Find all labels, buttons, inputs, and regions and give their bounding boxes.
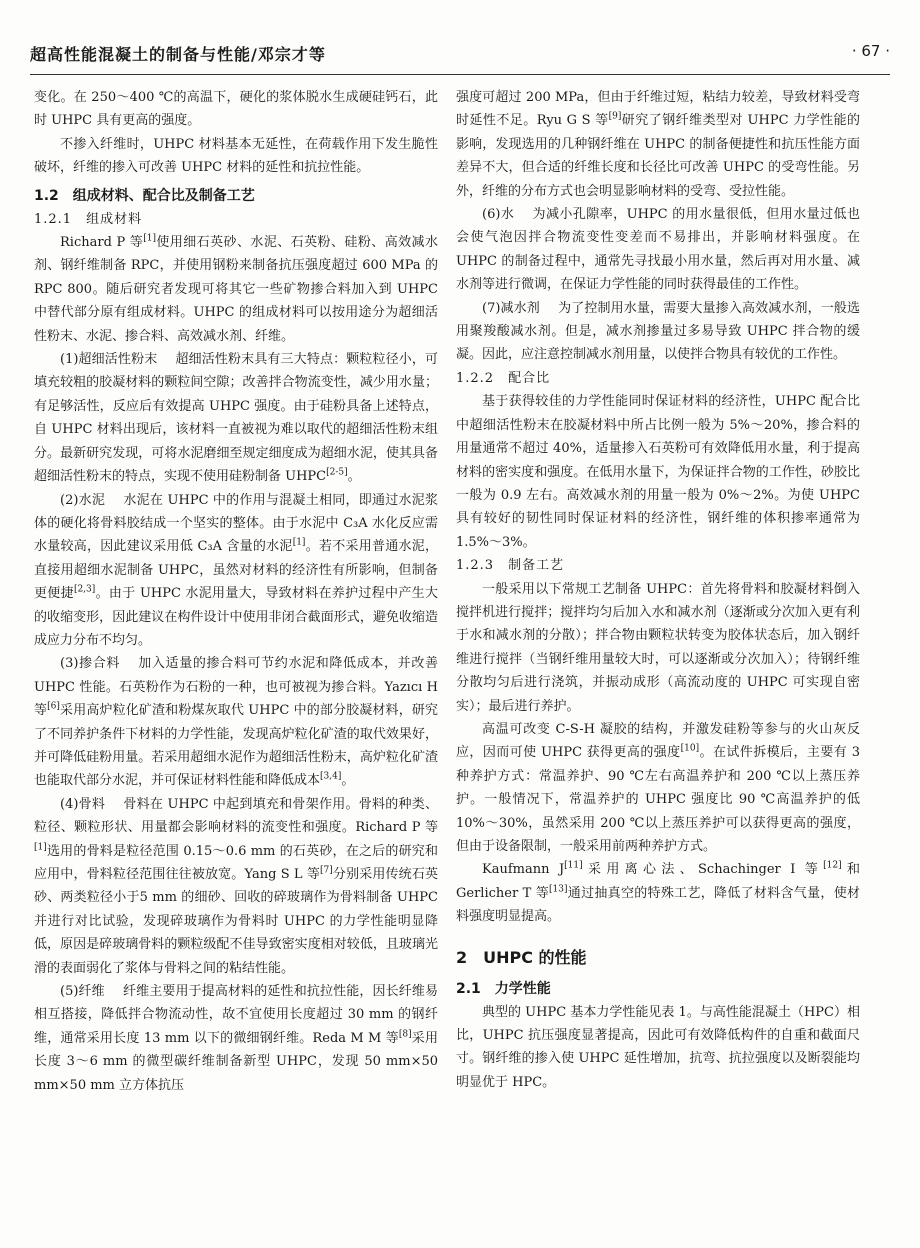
section-heading-2-1: 2.1 力学性能 [456, 980, 551, 997]
header-rule [30, 74, 890, 75]
running-title: 超高性能混凝土的制备与性能/邓宗才等 [30, 45, 326, 64]
item-label: (7)减水剂 [482, 300, 540, 316]
paragraph: 一般采用以下常规工艺制备 UHPC：首先将骨料和胶凝材料倒入搅拌机进行搅拌；搅拌均匀后加入水和减水剂（逐渐或分次加入更有利于水和减水剂的分散）；拌合物由颗粒状转变为胶体状态后，加入钢纤维进行搅拌（当钢纤维用量较大时，可以逐渐或分次加入）；待钢纤维分散均匀后进行浇筑，并振动成形（高流动度的 UHPC 可实现自密实）；最后进行养护。 [456, 581, 860, 714]
citation: [2-5] [326, 467, 348, 478]
item-label: (6)水 [482, 207, 515, 223]
citation: [10] [680, 744, 700, 755]
paragraph: (6)水 为减小孔隙率，UHPC 的用水量很低，但用水量过低也会使气泡因拌合物流变性变差而不易排出，并影响材料强度。在 UHPC 的制备过程中，通常先寻找最小用水量，然后再对用水量、减水剂等进行微调，在保证力学性能的同时获得最佳的工作性。 [456, 207, 860, 293]
left-column [34, 86, 438, 1097]
item-label: (3)掺合料 [60, 656, 121, 672]
citation: [1] [292, 537, 306, 548]
right-column [456, 86, 860, 1094]
paragraph: 基于获得较佳的力学性能同时保证材料的经济性，UHPC 配合比中超细活性粉末在胶凝材料中所占比例一般为 5%～20%，掺合料的用量通常不超过 40%，适量掺入石英粉可有效降低用水量，利于提高材料的密实度和强度。在低用水量下，为保证拌合物的工作性，砂胶比一般为 0.9 左右。高效减水剂的用量一般为 0%～2%。为使 UHPC 具有较好的韧性同时保证材料的经济性，钢纤维的体积掺率通常为 1.5%～3%。 [456, 394, 860, 550]
paragraph: (5)纤维 纤维主要用于提高材料的延性和抗拉性能，因长纤维易相互搭接，降低拌合物流动性，故不宜使用长度超过 30 mm 的钢纤维，通常采用长度 13 mm 以下的微细钢纤维。Reda M M 等[8]采用长度 3～6 mm 的微型碳纤维制备新型 UHPC，发现 50 mm×50 mm×50 mm 立方体抗压 [34, 984, 438, 1093]
citation: [13] [549, 884, 568, 895]
item-label: (4)骨料 [60, 796, 106, 812]
citation: [2,3] [73, 584, 96, 595]
paragraph: (2)水泥 水泥在 UHPC 中的作用与混凝土相同，即通过水泥浆体的硬化将骨料胶结成一个坚实的整体。由于水泥中 C₃A 水化反应需水量较高，因此建议采用低 C₃A 含量的水泥[1]。若不采用普通水泥，直接用超细水泥制备 UHPC，虽然对材料的经济性有所影响，但制备更便捷[2,3]。由于 UHPC 水泥用量大，导致材料在养护过程中产生大的收缩变形，因此建议在构件设计中使用非闭合截面形式，避免收缩造成应力分布不均匀。 [34, 492, 438, 648]
page-header [30, 42, 890, 72]
citation: [1] [143, 233, 156, 244]
section-heading-2: 2 UHPC 的性能 [456, 947, 587, 967]
paragraph: 典型的 UHPC 基本力学性能见表 1。与高性能混凝土（HPC）相比，UHPC 抗压强度显著提高，因此可有效降低构件的自重和截面尺寸。钢纤维的掺入使 UHPC 延性增加，抗弯、抗拉强度以及断裂能均明显优于 HPC。 [456, 1004, 860, 1090]
subsection-heading-1-2-3: 1.2.3 制备工艺 [456, 558, 565, 574]
item-label: (2)水泥 [60, 492, 106, 508]
paragraph: Richard P 等[1]使用细石英砂、水泥、石英粉、硅粉、高效减水剂、钢纤维制备 RPC，并使用钢粉来制备抗压强度超过 600 MPa 的 RPC 800。随后研究者发现可将其它一些矿物掺合料加入到 UHPC 中替代部分原有组成材料。UHPC 的组成材料可以按用途分为超细活性粉末、水泥、掺合料、高效减水剂、纤维。 [34, 233, 438, 344]
citation: [8] [398, 1029, 412, 1040]
paragraph: (1)超细活性粉末 超细活性粉末具有三大特点：颗粒粒径小，可填充较粗的胶凝材料的颗粒间空隙；改善拌合物流变性，减少用水量；有足够活性，反应后有效提高 UHPC 强度。由于硅粉具备上述特点，自 UHPC 材料出现后，该材料一直被视为难以取代的超细活性粉末组分。最新研究发现，可将水泥磨细至规定细度成为超细水泥，使其具备超细活性粉末的特点，实现不使用硅粉制备 UHPC[2-5]。 [34, 352, 438, 485]
citation: [12] [823, 861, 842, 872]
item-label: (5)纤维 [60, 984, 105, 1000]
paragraph: 变化。在 250～400 ℃的高温下，硬化的浆体脱水生成硬硅钙石，此时 UHPC 具有更高的强度。 [34, 90, 438, 129]
item-label: (1)超细活性粉末 [60, 352, 158, 368]
paragraph: 强度可超过 200 MPa，但由于纤维过短，粘结力较差，导致材料受弯时延性不足。Ryu G S 等[9]研究了钢纤维类型对 UHPC 力学性能的影响，发现选用的几种钢纤维在 UHPC 的制备便捷性和抗压性能方面差异不大，但合适的纤维长度和长径比可改善 UHPC 的受弯性能。另外，纤维的分布方式也会明显影响材料的受弯、受拉性能。 [456, 90, 860, 199]
paragraph: (4)骨料 骨料在 UHPC 中起到填充和骨架作用。骨料的种类、粒径、颗粒形状、用量都会影响材料的流变性和强度。Richard P 等[1]选用的骨料是粒径范围 0.15～0.6 mm 的石英砂，在之后的研究和应用中，骨料粒径范围往往被放宽。Yang S L 等[7]分别采用传统石英砂、两类粒径小于5 mm 的细砂、回收的碎玻璃作为骨料制备 UHPC 并进行对比试验，发现碎玻璃作为骨料时 UHPC 的力学性能明显降低，原因是碎玻璃骨料的颗粒级配不佳导致密实度相对较低，且玻璃光滑的表面弱化了浆体与骨料之间的粘结性能。 [34, 796, 438, 976]
paragraph: 高温可改变 C-S-H 凝胶的结构，并激发硅粉等参与的火山灰反应，因而可使 UHPC 获得更高的强度[10]。在试件拆模后，主要有 3 种养护方式：常温养护、90 ℃左右高温养护和 200 ℃以上蒸压养护。一般情况下，常温养护的 UHPC 强度比 90 ℃高温养护的低 10%～30%，虽然采用 200 ℃以上蒸压养护可以获得更高的强度，但由于设备限制，一般采用前两种养护方式。 [456, 721, 860, 854]
citation: [6] [47, 701, 60, 712]
paragraph: 不掺入纤维时，UHPC 材料基本无延性，在荷载作用下发生脆性破坏，纤维的掺入可改善 UHPC 材料的延性和抗拉性能。 [34, 136, 438, 176]
paragraph: (3)掺合料 加入适量的掺合料可节约水泥和降低成本，并改善 UHPC 性能。石英粉作为石粉的一种，也可被视为掺合料。Yazıcı H 等[6]采用高炉粒化矿渣和粉煤灰取代 UHPC 中的部分胶凝材料，研究了不同养护条件下材料的力学性能，发现高炉粒化矿渣的取代效果好，并可降低硅粉用量。若采用超细水泥作为超细活性粉末，高炉粒化矿渣也能取代部分水泥，并可保证材料性能和降低成本[3,4]。 [34, 656, 438, 789]
citation: [11] [564, 861, 583, 872]
subsection-heading-1-2-1: 1.2.1 组成材料 [34, 211, 143, 227]
citation: [3,4] [320, 772, 342, 783]
citation: [1] [34, 842, 47, 853]
citation: [7] [320, 865, 333, 876]
paragraph: (7)减水剂 为了控制用水量，需要大量掺入高效减水剂，一般选用聚羧酸减水剂。但是，减水剂掺量过多易导致 UHPC 拌合物的缓凝。因此，应注意控制减水剂用量，以使拌合物具有较优的工作性。 [456, 300, 860, 363]
citation: [9] [608, 112, 622, 123]
section-heading-1-2: 1.2 组成材料、配合比及制备工艺 [34, 187, 255, 204]
subsection-heading-1-2-2: 1.2.2 配合比 [456, 370, 551, 386]
page-number: · 67 · [851, 42, 890, 60]
paragraph: Kaufmann J[11]采用离心法、Schachinger I 等[12]和 Gerlicher T 等[13]通过抽真空的特殊工艺，降低了材料含气量，使材料强度明显提高。 [456, 861, 860, 925]
